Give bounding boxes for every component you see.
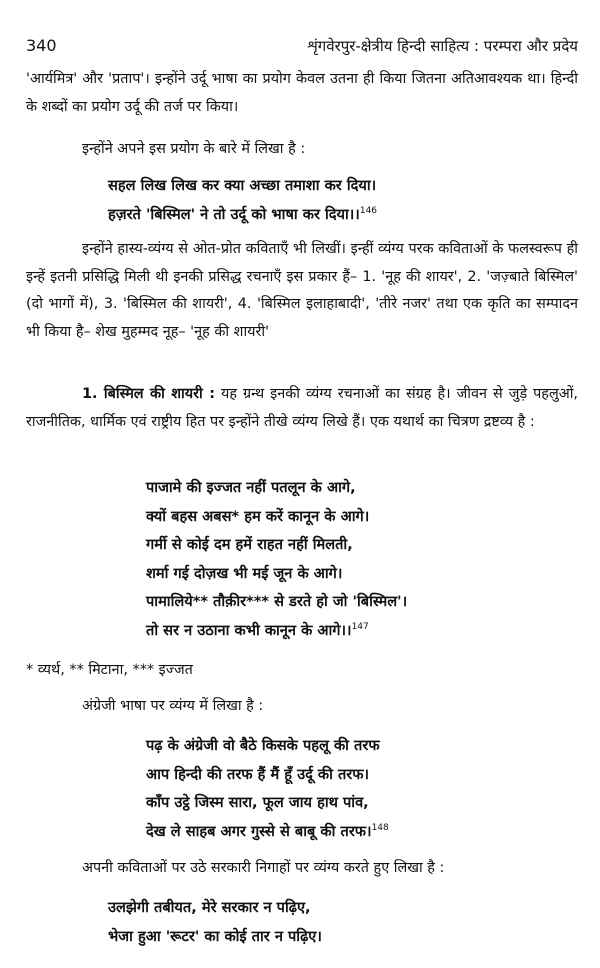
paragraph-3: 1. बिस्मिल की शायरी : यह ग्रन्थ इनकी व्यंग्य रचनाओं का संग्रह है। जीवन से जुड़े पहलुओं, राजनीतिक, धार्मिक एवं राष्ट्रीय हित पर इन्होंने तीखे व्यंग्य लिखे हैं। एक यथार्थ का चित्रण द्रष्टव्य है : — [26, 386, 578, 430]
paragraph-2: इन्होंने हास्य-व्यंग्य से ओत-प्रोत कविताएँ भी लिखीं। इन्हीं व्यंग्य परक कविताओं के फलस्वरूप ही इन्हें इतनी प्रसिद्धि मिली थी इनकी प्रसिद्ध रचनाएँ इस प्रकार हैं– 1. 'नूह की शायर', 2. 'जज़्बाते बिस्मिल' (दो भागों में), 3. 'बिस्मिल की शायरी', 4. 'बिस्मिल इलाहाबादी', 'तीरे नजर' तथा एक कृति का सम्पादन भी किया है– शेख मुहम्मद नूह– 'नूह की शायरी' — [26, 241, 578, 340]
verse-line: क्यों बहस अबस* हम करें कानून के आगे। — [146, 507, 370, 525]
verse-line: पाजामे की इज्जत नहीं पतलून के आगे, — [146, 479, 356, 496]
running-title: शृंगवेरपुर-क्षेत्रीय हिन्दी साहित्य : परम्परा और प्रदेय — [307, 37, 578, 55]
footnote-ref: 147 — [351, 621, 369, 632]
poem-148 — [146, 732, 389, 846]
ghazal-147 — [146, 474, 407, 645]
verse-line: काँप उट्ठे जिस्म सारा, फूल जाय हाथ पांव, — [146, 794, 369, 811]
verse-line: तो सर न उठाना कभी कानून के आगे।।$^{147}$ — [146, 621, 369, 639]
couplet-146 — [108, 172, 377, 229]
footnote-ref: 148 — [371, 822, 389, 833]
paragraph-1: 'आर्यमित्र' और 'प्रताप'। इन्होंने उर्दू भाषा का प्रयोग केवल उतना ही किया जितना अतिआवश्यक था। हिन्दी के शब्दों का प्रयोग उर्दू की तर्ज पर किया। — [26, 71, 578, 115]
couplet-final — [108, 894, 322, 951]
intro-line-2: अंग्रेजी भाषा पर व्यंग्य में लिखा है : — [82, 698, 264, 714]
page-header — [26, 36, 578, 56]
intro-line-1: इन्होंने अपने इस प्रयोग के बारे में लिखा है : — [82, 141, 306, 157]
verse-line: पामालिये** तौक़ीर*** से डरते हो जो 'बिस्मिल'। — [146, 593, 408, 610]
verse-line: उलझेगी तबीयत, मेरे सरकार न पढ़िए, — [108, 899, 311, 916]
verse-line: हज़रते 'बिस्मिल' ने तो उर्दू को भाषा कर दिया।।$^{146}$ — [108, 205, 378, 223]
verse-line: गर्मी से कोई दम हमें राहत नहीं मिलती, — [146, 536, 353, 553]
verse-line: भेजा हुआ 'रूटर' का कोई तार न पढ़िए। — [108, 927, 322, 945]
verse-line: आप हिन्दी की तरफ हैं मैं हूँ उर्दू की तरफ। — [146, 765, 370, 783]
verse-line: शर्मा गई दोज़ख भी मई जून के आगे। — [146, 564, 343, 582]
footnote-ref: 146 — [359, 205, 378, 216]
page-number: 340 — [26, 36, 57, 55]
verse-line: सहल लिख लिख कर क्या अच्छा तमाशा कर दिया। — [108, 177, 377, 194]
intro-line-3: अपनी कविताओं पर उठे सरकारी निगाहों पर व्यंग्य करते हुए लिखा है : — [82, 860, 445, 876]
verse-line: देख ले साहब अगर गुस्से से बाबू की तरफ।$^{148}$ — [146, 822, 389, 840]
section-heading: 1. बिस्मिल की शायरी : — [82, 386, 215, 402]
footnote: * व्यर्थ, ** मिटाना, *** इज्जत — [26, 662, 193, 678]
verse-line: पढ़ के अंग्रेजी वो बैठे किसके पहलू की तरफ — [146, 737, 380, 754]
